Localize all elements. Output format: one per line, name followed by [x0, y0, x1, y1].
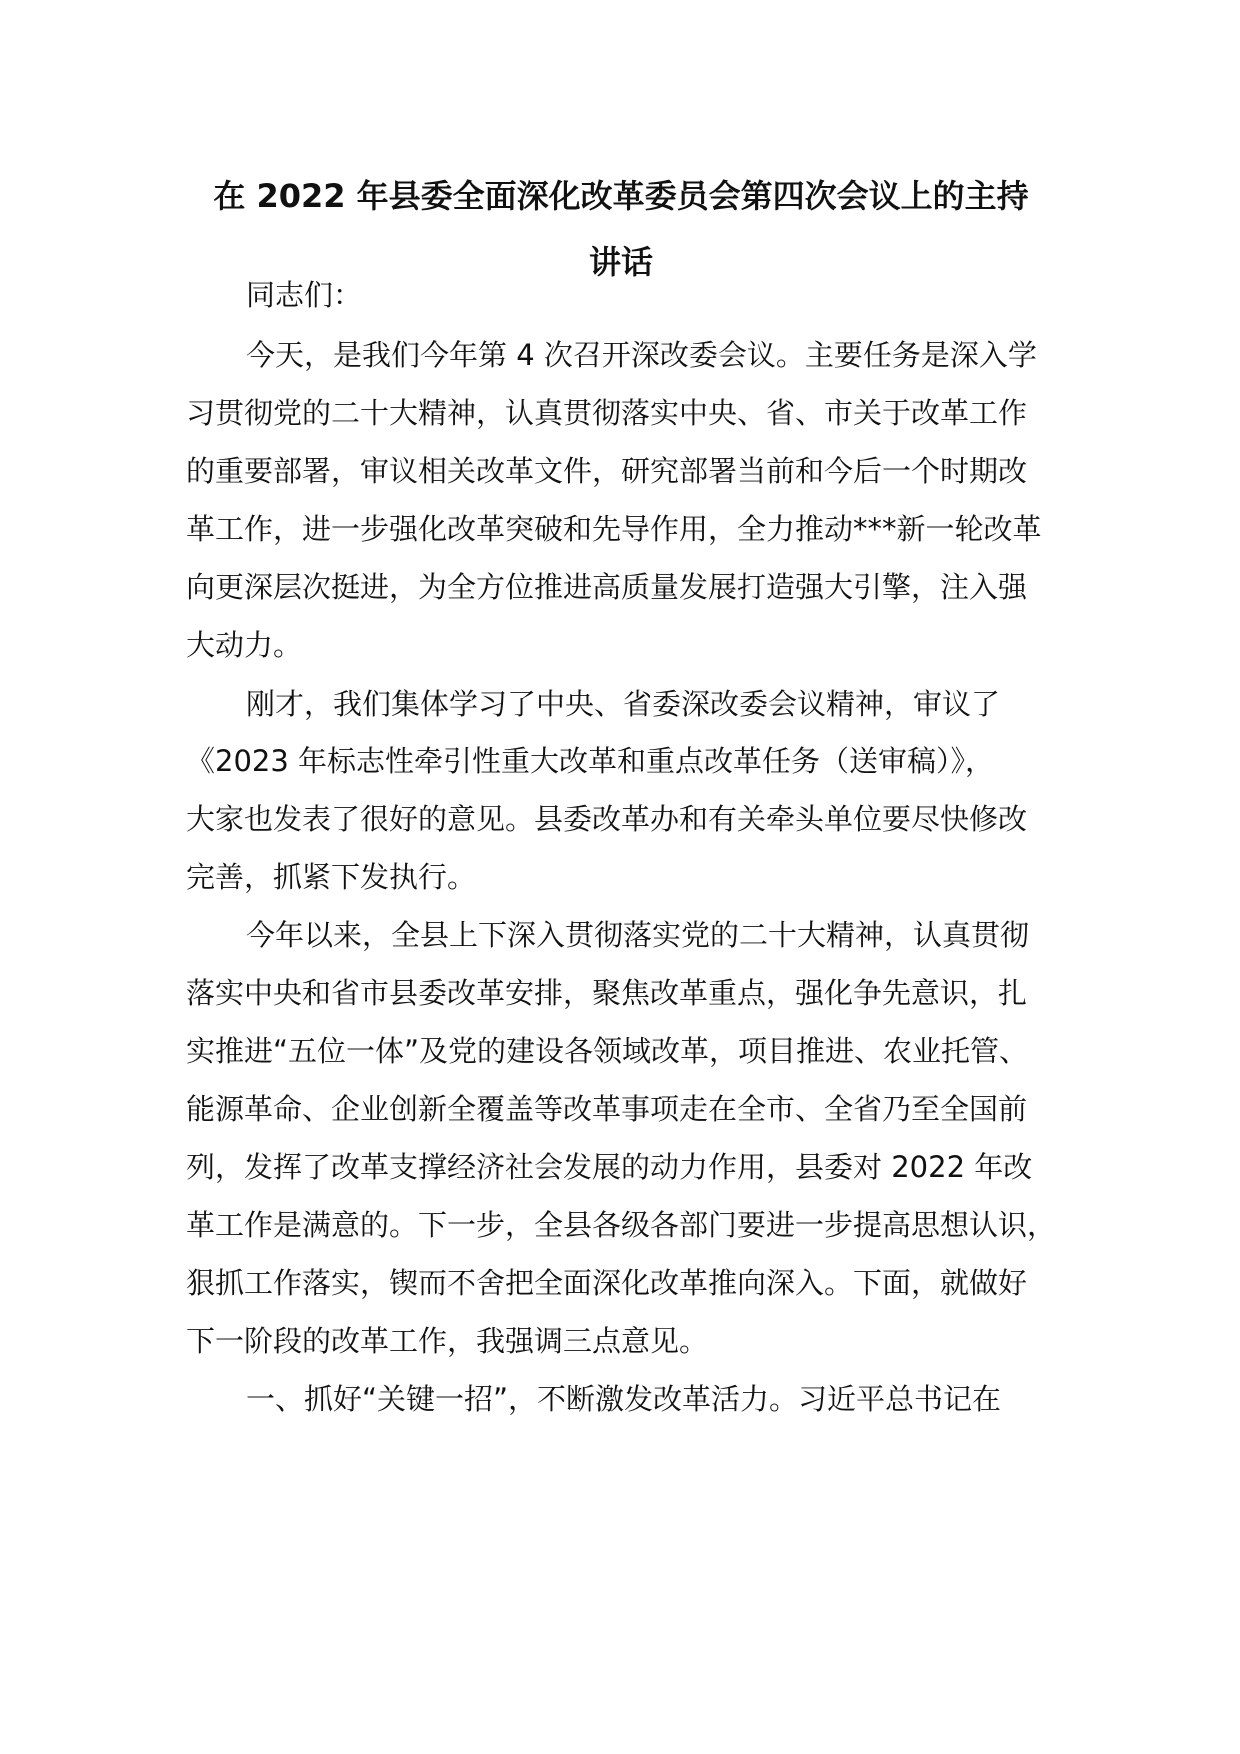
salutation: 同志们：: [246, 278, 363, 312]
text-line: 革工作，进一步强化改革突破和先导作用，全力推动***新一轮改革: [186, 512, 1042, 546]
text-line: 向更深层次挺进，为全方位推进高质量发展打造强大引擎，注入强: [186, 570, 1028, 604]
text-line: 《2023 年标志性牵引性重大改革和重点改革任务（送审稿）》，: [186, 744, 995, 778]
text-line: 能源革命、企业创新全覆盖等改革事项走在全市、全省乃至全国前: [186, 1092, 1028, 1126]
text-line: 习贯彻党的二十大精神，认真贯彻落实中央、省、市关于改革工作: [186, 396, 1028, 430]
text-line: 狠抓工作落实，锲而不舍把全面深化改革推向深入。下面，就做好: [186, 1266, 1028, 1300]
text-line: 列，发挥了改革支撑经济社会发展的动力作用，县委对 2022 年改: [186, 1150, 1033, 1184]
text-line: 大动力。: [186, 628, 303, 662]
document-title-line-1: 在 2022 年县委全面深化改革委员会第四次会议上的主持: [213, 177, 1029, 215]
text-line: 刚才，我们集体学习了中央、省委深改委会议精神，审议了: [246, 687, 1001, 721]
text-line: 今年以来，全县上下深入贯彻落实党的二十大精神，认真贯彻: [246, 918, 1030, 952]
text-line: 实推进“五位一体”及党的建设各领域改革，项目推进、农业托管、: [186, 1034, 1029, 1068]
text-line: 完善，抓紧下发执行。: [186, 860, 477, 894]
document-title-line-2: 讲话: [588, 243, 653, 281]
text-line: 的重要部署，审议相关改革文件，研究部署当前和今后一个时期改: [186, 454, 1028, 488]
text-line: 今天，是我们今年第 4 次召开深改委会议。主要任务是深入学: [246, 338, 1037, 372]
text-line: 落实中央和省市县委改革安排，聚焦改革重点，强化争先意识，扎: [186, 976, 1028, 1010]
text-line: 革工作是满意的。下一步，全县各级各部门要进一步提高思想认识，: [186, 1208, 1057, 1242]
text-line: 下一阶段的改革工作，我强调三点意见。: [186, 1324, 709, 1358]
text-line: 一、抓好“关键一招”，不断激发改革活力。习近平总书记在: [246, 1382, 1002, 1416]
text-line: 大家也发表了很好的意见。县委改革办和有关牵头单位要尽快修改: [186, 802, 1028, 836]
